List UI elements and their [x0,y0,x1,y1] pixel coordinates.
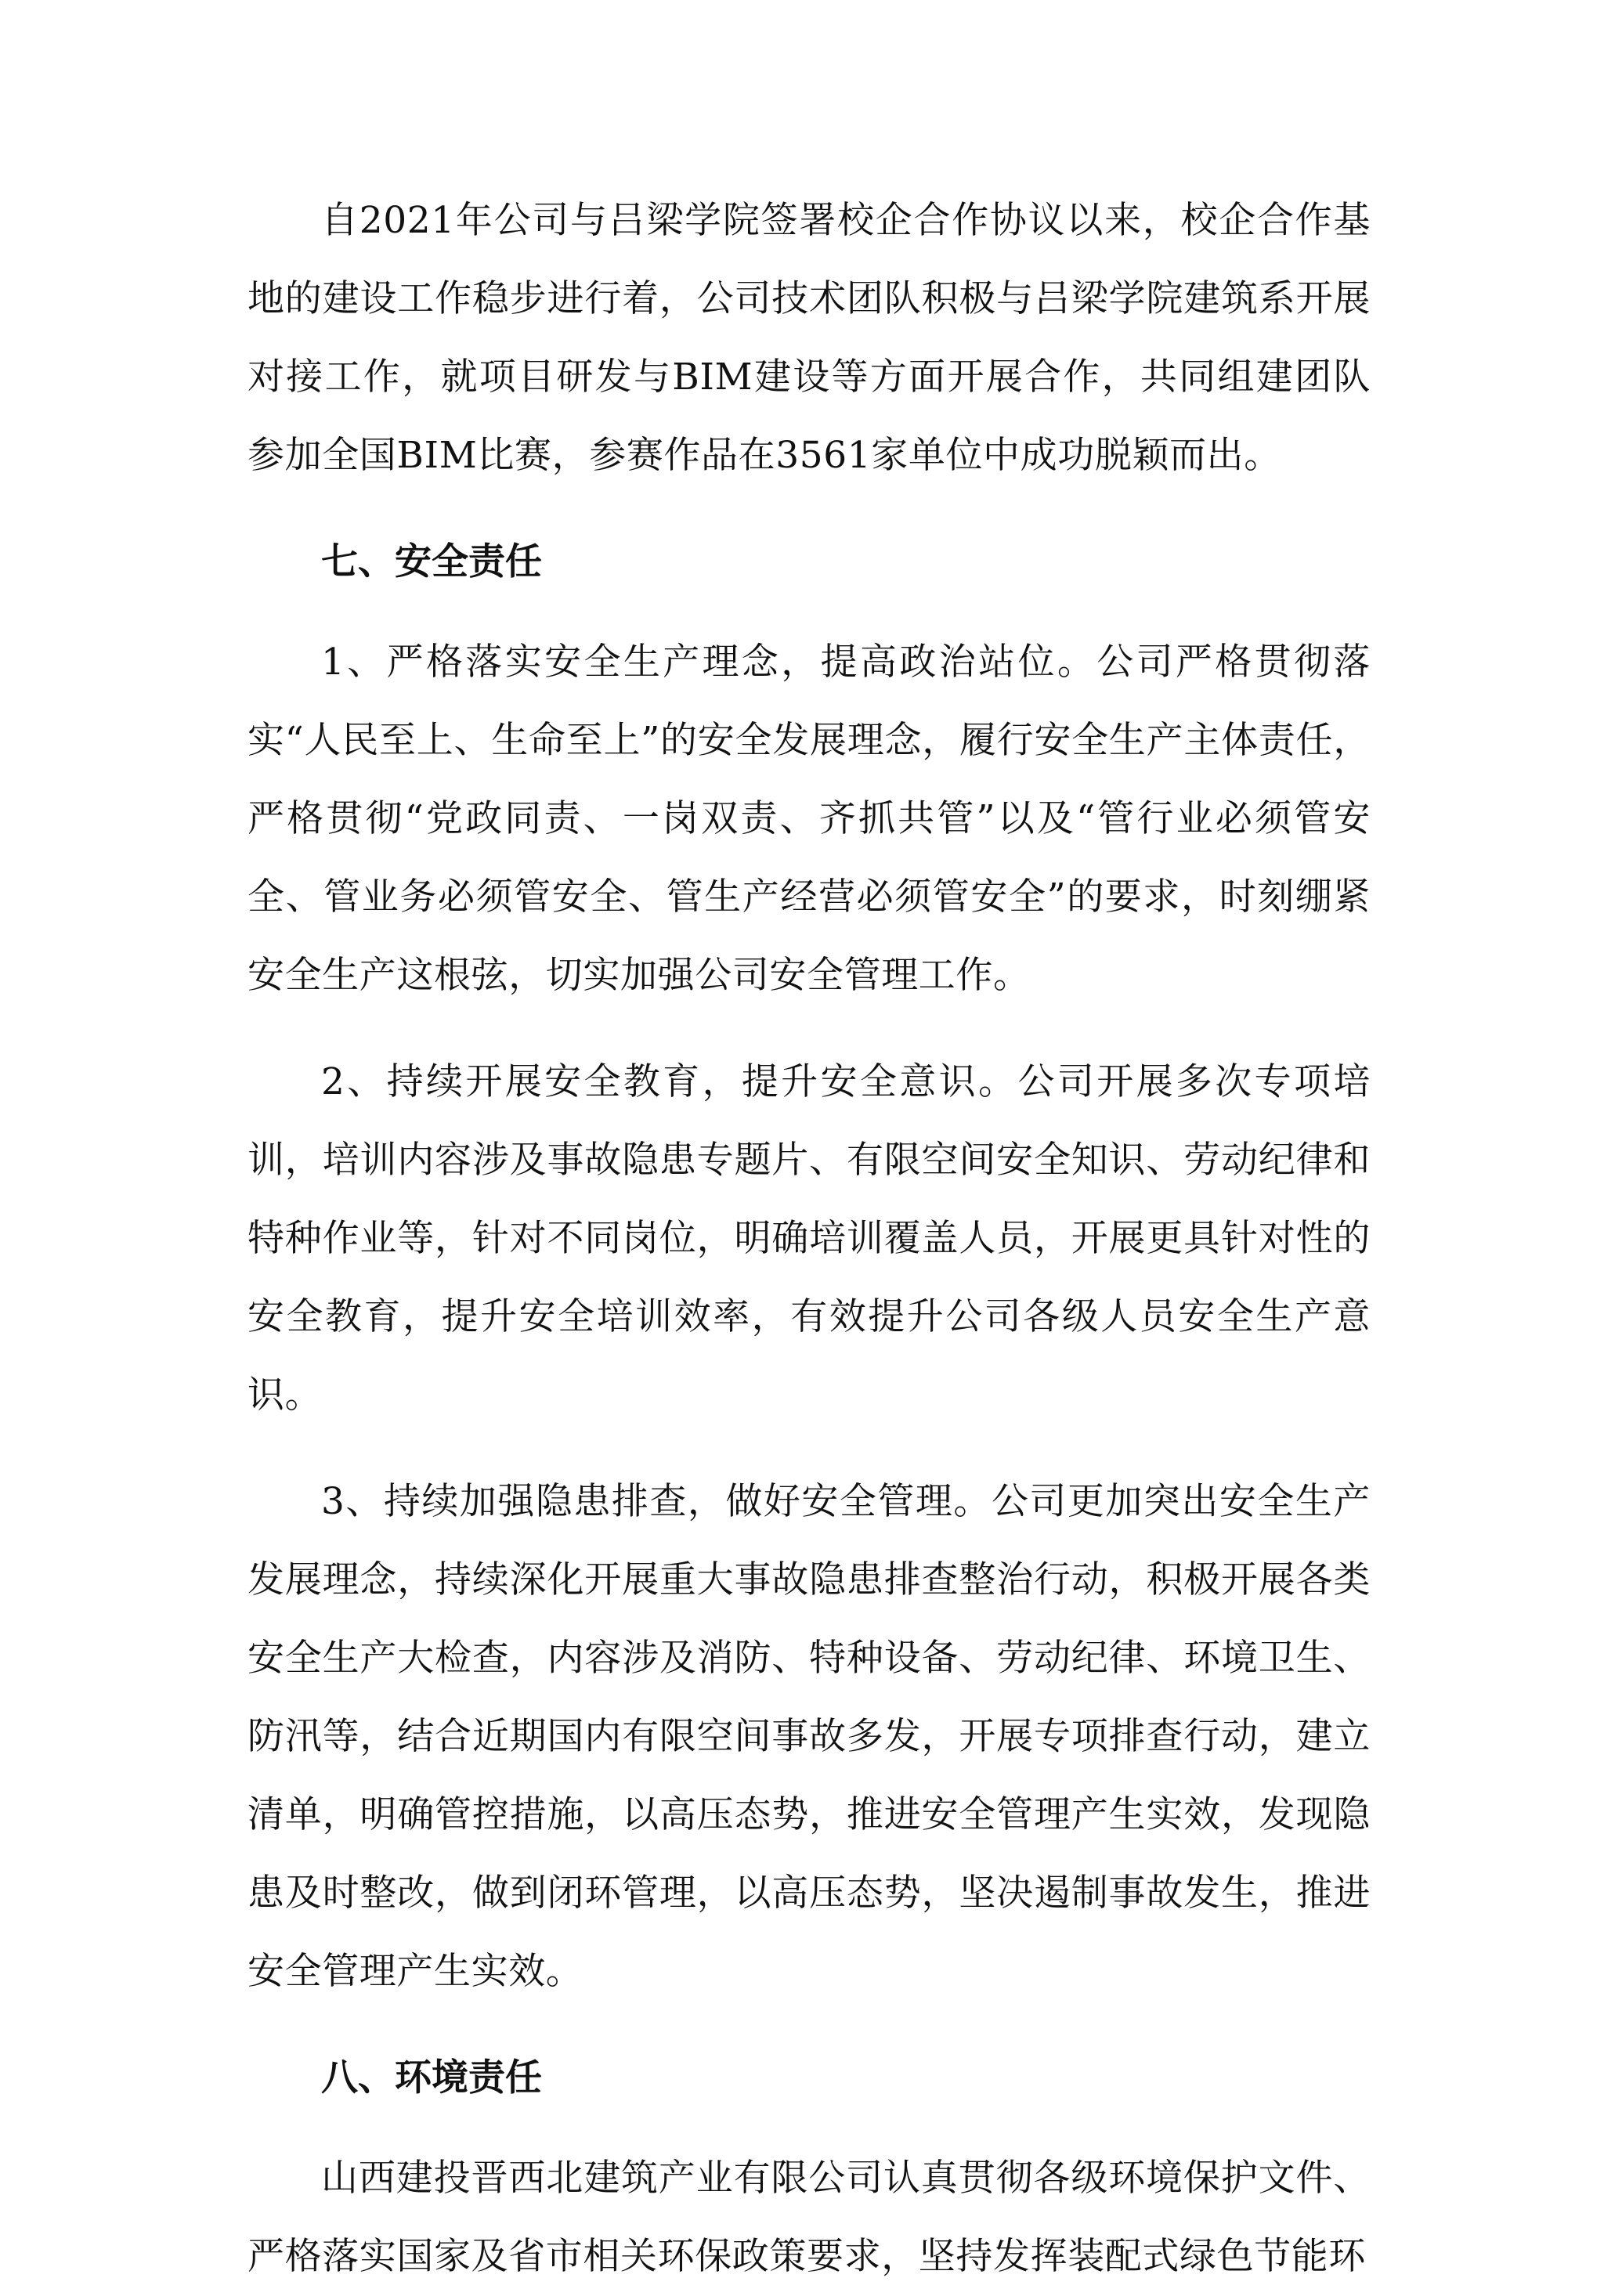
section-8-paragraph-1: 山西建投晋西北建筑产业有限公司认真贯彻各级环境保护文件、严格落实国家及省市相关环保政策要求，坚持发挥装配式绿色节能环 [247,2157,1371,2278]
section-7-paragraph-1: 1、严格落实安全生产理念，提高政治站位。公司严格贯彻落实“人民至上、生命至上”的安全发展理念，履行安全生产主体责任，严格贯彻“党政同责、一岗双责、齐抓共管”以及“管行业必须管安全、管业务必须管安全、管生产经营必须管安全”的要求，时刻绷紧安全生产这根弦，切实加强公司安全管理工作。 [247,641,1371,997]
section-7-paragraph-2: 2、持续开展安全教育，提升安全意识。公司开展多次专项培训，培训内容涉及事故隐患专题片、有限空间安全知识、劳动纪律和特种作业等，针对不同岗位，明确培训覆盖人员，开展更具针对性的安全教育，提升安全培训效率，有效提升公司各级人员安全生产意识。 [247,1060,1371,1417]
intro-paragraph: 自2021年公司与吕梁学院签署校企合作协议以来，校企合作基地的建设工作稳步进行着，公司技术团队积极与吕梁学院建筑系开展对接工作，就项目研发与BIM建设等方面开展合作，共同组建团队参加全国BIM比赛，参赛作品在3561家单位中成功脱颖而出。 [247,199,1371,477]
section-7-paragraph-3: 3、持续加强隐患排查，做好安全管理。公司更加突出安全生产发展理念，持续深化开展重大事故隐患排查整治行动，积极开展各类安全生产大检查，内容涉及消防、特种设备、劳动纪律、环境卫生、防汛等，结合近期国内有限空间事故多发，开展专项排查行动，建立清单，明确管控措施，以高压态势，推进安全管理产生实效，发现隐患及时整改，做到闭环管理，以高压态势，坚决遏制事故发生，推进安全管理产生实效。 [247,1480,1371,1993]
section-8-heading: 八、环境责任 [321,2056,542,2099]
section-7-heading: 七、安全责任 [321,540,542,583]
document-page [247,182,1371,2296]
